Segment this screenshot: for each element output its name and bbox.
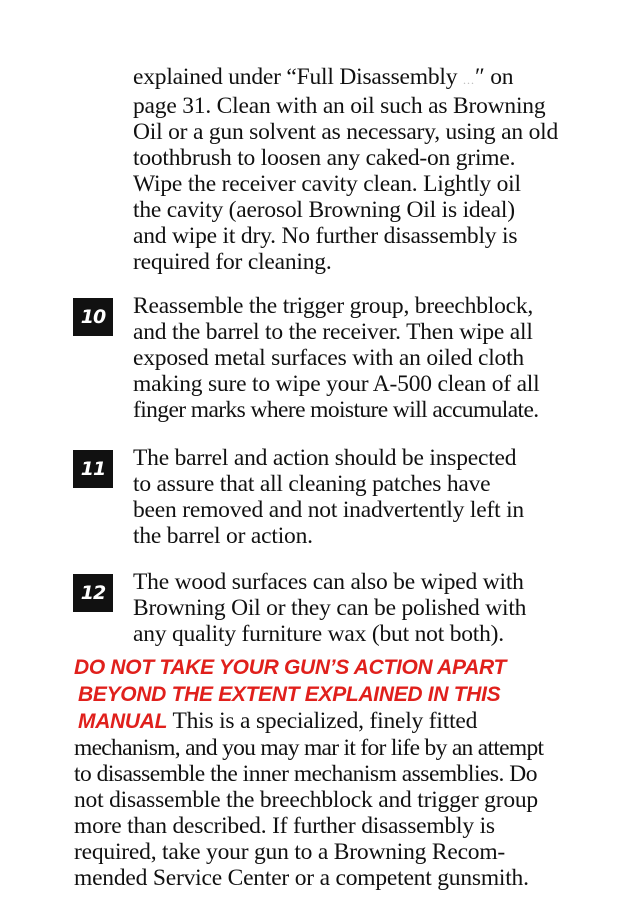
- warning-line: [74, 708, 594, 735]
- warning-block: [74, 654, 594, 891]
- line-text: explained under “Full Disassembly: [133, 64, 458, 90]
- paragraph-line: the barrel or action.: [133, 523, 313, 549]
- step-11-text: [133, 445, 593, 549]
- continued-paragraph: [133, 64, 593, 275]
- warning-line: to disassemble the inner mechanism assemblies. Do: [74, 761, 538, 787]
- paragraph-line: exposed metal surfaces with an oiled cloth: [133, 345, 524, 371]
- paragraph-line: The barrel and action should be inspected: [133, 445, 517, 471]
- warning-body-text: This is a specialized, finely fitted: [172, 708, 478, 734]
- paragraph-line: Oil or a gun solvent as necessary, using an old: [133, 119, 559, 145]
- paragraph-line: Browning Oil or they can be polished with: [133, 595, 527, 621]
- warning-heading-line: [74, 681, 594, 708]
- line-text: ″ on: [474, 64, 514, 90]
- paragraph-line: The wood surfaces can also be wiped with: [133, 569, 524, 595]
- warning-heading-text: BEYOND THE EXTENT EXPLAINED IN THIS: [78, 683, 501, 706]
- warning-heading-line: [74, 654, 594, 681]
- paragraph-line: and wipe it dry. No further disassembly is: [133, 223, 518, 249]
- warning-line: mended Service Center or a competent gunsmith.: [74, 865, 529, 891]
- warning-heading-text: MANUAL: [78, 710, 168, 733]
- paragraph-line: Wipe the receiver cavity clean. Lightly oil: [133, 171, 521, 197]
- step-number-badge: 12: [73, 574, 113, 612]
- paragraph-line: page 31. Clean with an oil such as Browning: [133, 93, 546, 119]
- paragraph-line: to assure that all cleaning patches have: [133, 471, 491, 497]
- paragraph-line: any quality furniture wax (but not both).: [133, 621, 504, 647]
- step-number-badge: 11: [73, 450, 113, 488]
- paragraph-line: the cavity (aerosol Browning Oil is ideal): [133, 197, 515, 223]
- paragraph-line: [133, 64, 593, 93]
- warning-line: required, take your gun to a Browning Recom-: [74, 839, 506, 865]
- step-number-badge: 10: [73, 298, 113, 336]
- step-12-text: [133, 569, 593, 647]
- paragraph-line: finger marks where moisture will accumulate.: [133, 397, 539, 423]
- paragraph-line: been removed and not inadvertently left in: [133, 497, 524, 523]
- paragraph-line: toothbrush to loosen any caked-on grime.: [133, 145, 516, 171]
- paragraph-line: required for cleaning.: [133, 249, 332, 275]
- paragraph-line: making sure to wipe your A-500 clean of all: [133, 371, 540, 397]
- warning-line: mechanism, and you may mar it for life by an attempt: [74, 735, 544, 761]
- step-10-text: [133, 293, 593, 423]
- warning-heading-text: DO NOT TAKE YOUR GUN’S ACTION APART: [74, 656, 507, 679]
- paragraph-line: and the barrel to the receiver. Then wipe all: [133, 319, 533, 345]
- paragraph-line: Reassemble the trigger group, breechblock,: [133, 293, 534, 319]
- ellipsis-mark: ...: [462, 73, 475, 87]
- warning-line: not disassemble the breechblock and trigger group: [74, 787, 538, 813]
- warning-line: more than described. If further disassembly is: [74, 813, 495, 839]
